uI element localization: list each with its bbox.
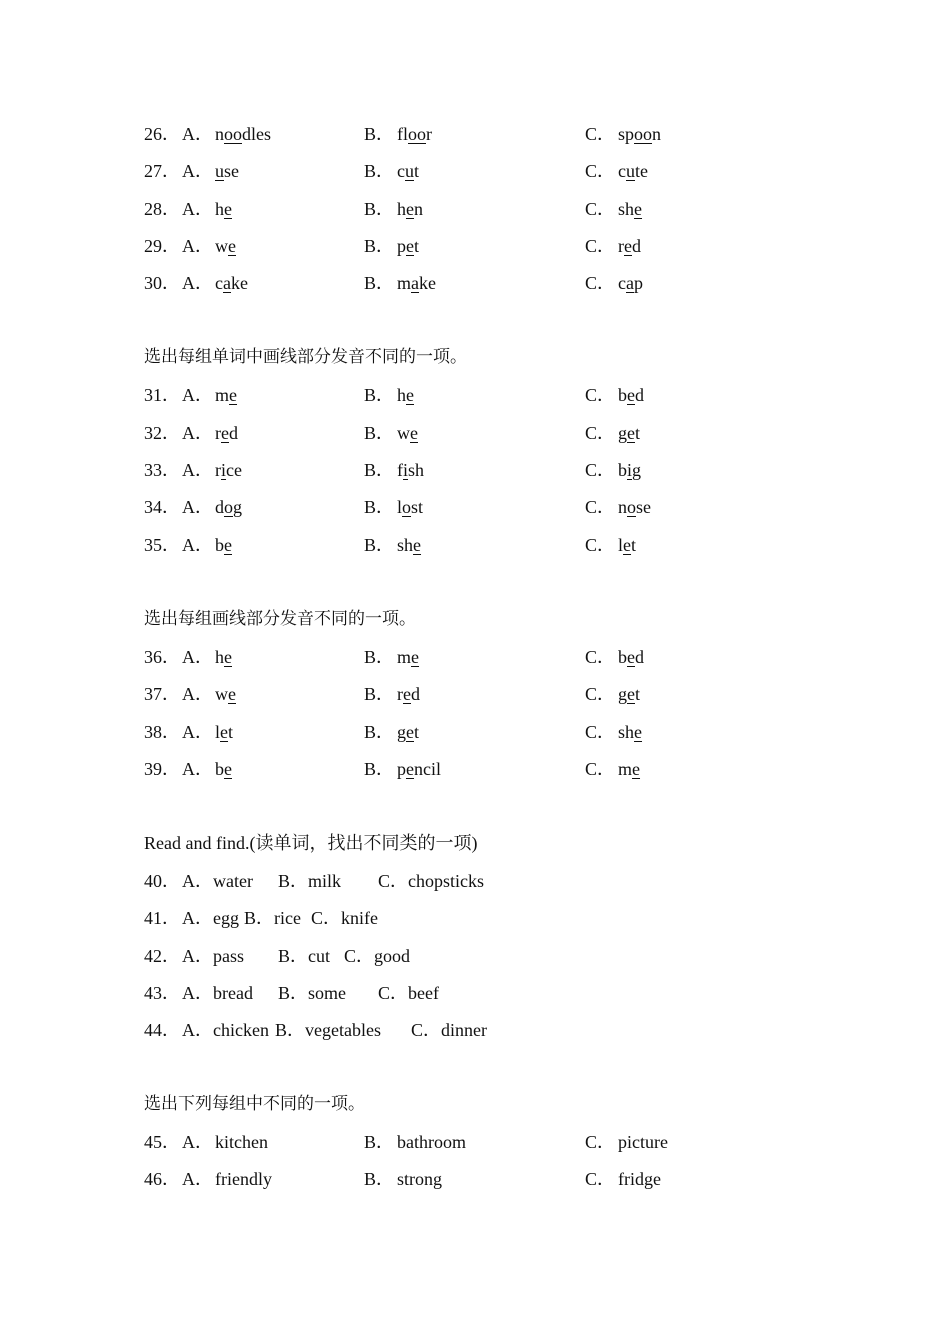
option-b: B． get (364, 722, 420, 742)
option-a: A． he (182, 647, 232, 667)
option-b: B． pencil (364, 759, 441, 779)
question-number: 34． (144, 497, 180, 517)
option-c: C． red (585, 236, 641, 256)
option-b: B． we (364, 423, 418, 443)
option-b: B． make (364, 273, 437, 293)
option-c: C． spoon (585, 124, 662, 144)
option-c: C．knife (311, 908, 378, 928)
option-a: A．chicken (182, 1020, 269, 1040)
question-number: 31． (144, 385, 180, 405)
question-number: 36． (144, 647, 180, 667)
option-c: C．beef (378, 983, 439, 1003)
option-b: B． she (364, 535, 422, 555)
option-a: A． me (182, 385, 238, 405)
option-b: B． he (364, 385, 414, 405)
option-b: B． lost (364, 497, 424, 517)
option-c: C． cute (585, 161, 648, 181)
option-b: B． fish (364, 460, 425, 480)
option-b: B． red (364, 684, 420, 704)
question-number: 27． (144, 161, 180, 181)
question-number: 29． (144, 236, 180, 256)
option-c: C． bed (585, 647, 644, 667)
section-instruction: 选出每组单词中画线部分发音不同的一项。 (144, 347, 467, 367)
option-b: B． me (364, 647, 420, 667)
option-b: B． bathroom (364, 1132, 466, 1152)
question-number: 46． (144, 1169, 180, 1189)
section-instruction: 选出下列每组中不同的一项。 (144, 1094, 365, 1114)
option-b: B．cut (278, 946, 330, 966)
option-b: B．vegetables (275, 1020, 381, 1040)
question-number: 42． (144, 946, 180, 966)
option-c: C． cap (585, 273, 643, 293)
option-c: C． bed (585, 385, 644, 405)
option-a: A．egg (182, 908, 239, 928)
option-a: A． he (182, 199, 232, 219)
option-a: A． friendly (182, 1169, 272, 1189)
section-instruction: 选出每组画线部分发音不同的一项。 (144, 609, 416, 629)
option-b: B．milk (278, 871, 342, 891)
option-b: B．some (278, 983, 347, 1003)
question-number: 43． (144, 983, 180, 1003)
option-c: C． get (585, 423, 641, 443)
option-c: C． fridge (585, 1169, 661, 1189)
option-a: A． we (182, 684, 236, 704)
question-number: 33． (144, 460, 180, 480)
option-c: C． she (585, 722, 643, 742)
option-a: A． cake (182, 273, 248, 293)
question-number: 45． (144, 1132, 180, 1152)
option-b: B． cut (364, 161, 420, 181)
option-a: A． we (182, 236, 236, 256)
option-a: A． use (182, 161, 239, 181)
option-a: A．pass (182, 946, 244, 966)
section-instruction: Read and find.(读单词，找出不同类的一项) (144, 833, 478, 853)
option-c: C．good (344, 946, 411, 966)
question-number: 30． (144, 273, 180, 293)
question-number: 32． (144, 423, 180, 443)
option-c: C． me (585, 759, 641, 779)
option-b: B． pet (364, 236, 420, 256)
question-number: 26． (144, 124, 180, 144)
question-number: 44． (144, 1020, 180, 1040)
option-a: A． be (182, 535, 232, 555)
option-c: C．dinner (411, 1020, 487, 1040)
option-a: A． rice (182, 460, 242, 480)
option-b: B． hen (364, 199, 423, 219)
option-b: B． floor (364, 124, 432, 144)
option-a: A． noodles (182, 124, 271, 144)
question-number: 39． (144, 759, 180, 779)
option-a: A． red (182, 423, 238, 443)
option-a: A． let (182, 722, 234, 742)
question-number: 38． (144, 722, 180, 742)
option-b: B． strong (364, 1169, 442, 1189)
option-c: C． get (585, 684, 641, 704)
option-a: A． be (182, 759, 232, 779)
question-number: 37． (144, 684, 180, 704)
option-a: A．water (182, 871, 253, 891)
option-b: B．rice (244, 908, 301, 928)
option-c: C．chopsticks (378, 871, 484, 891)
option-c: C． she (585, 199, 643, 219)
option-a: A．bread (182, 983, 253, 1003)
option-c: C． big (585, 460, 642, 480)
question-number: 28． (144, 199, 180, 219)
option-c: C． nose (585, 497, 651, 517)
question-number: 41． (144, 908, 180, 928)
question-number: 35． (144, 535, 180, 555)
question-number: 40． (144, 871, 180, 891)
option-c: C． picture (585, 1132, 668, 1152)
option-c: C． let (585, 535, 637, 555)
option-a: A． dog (182, 497, 242, 517)
option-a: A． kitchen (182, 1132, 268, 1152)
